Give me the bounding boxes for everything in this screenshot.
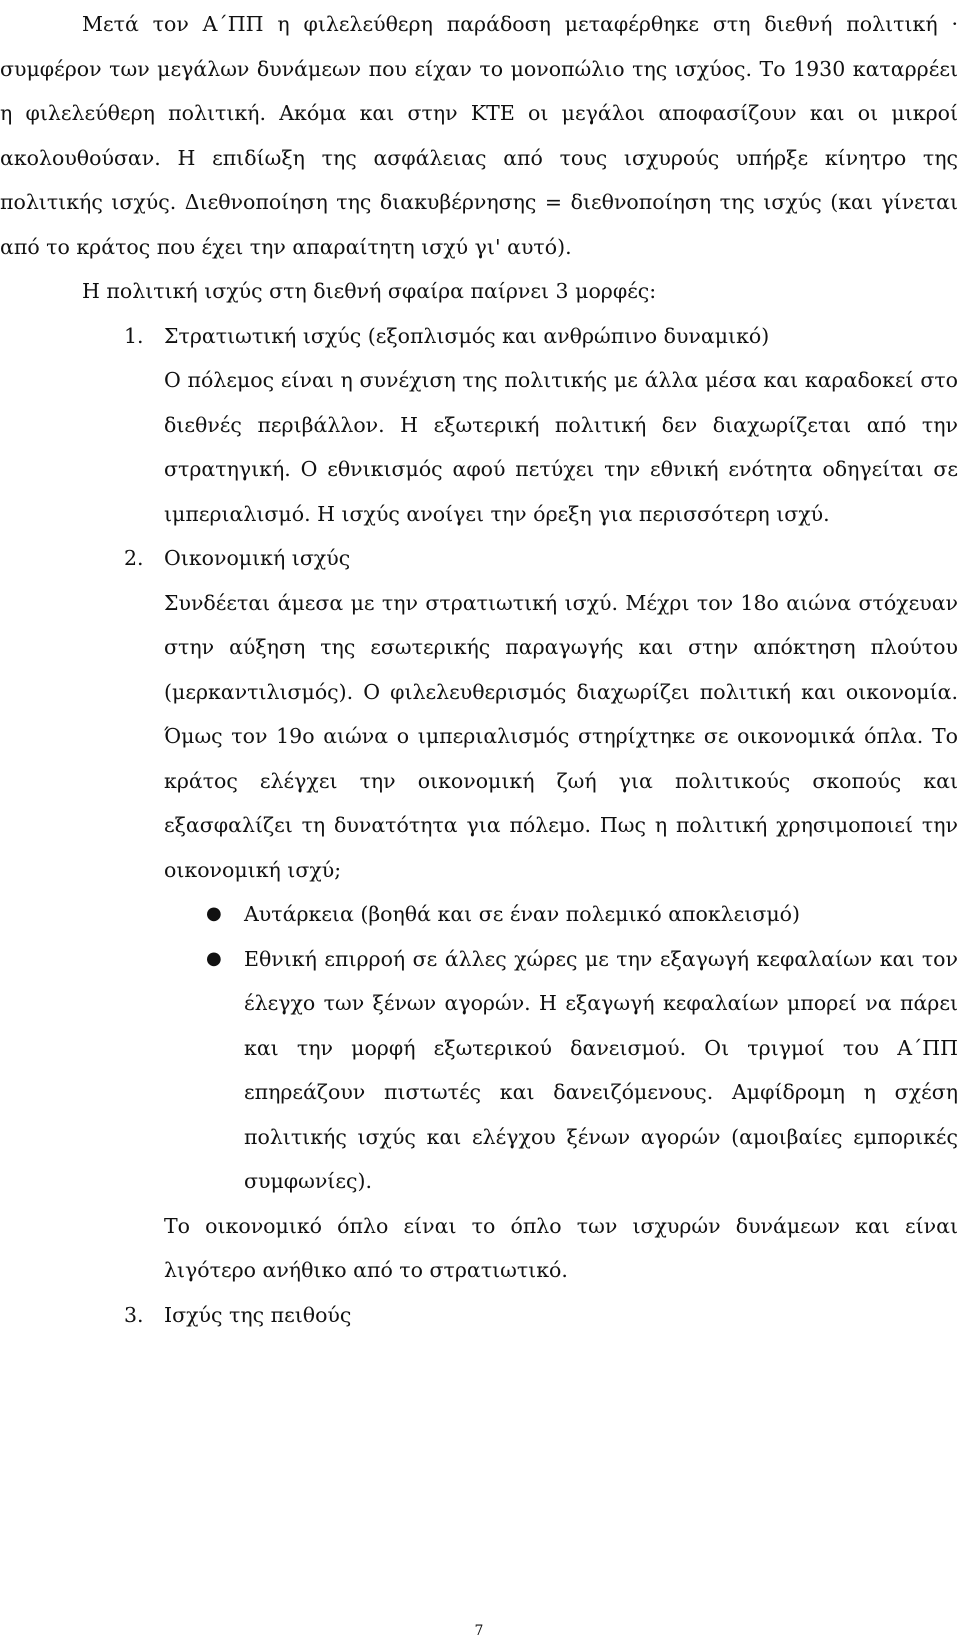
bullet-text: Αυτάρκεια (βοηθά και σε έναν πολεμικό αποκλεισμό) [244,902,800,926]
page-number: 7 [474,1623,484,1639]
closing-paragraph: Το οικονομικό όπλο είναι το όπλο των ισχυρών δυνάμεων και είναι λιγότερο ανήθικο από το στρατιωτικό. [164,1213,958,1282]
bullet-icon: ● [206,947,222,969]
page-content [0,2,958,1337]
item-title: Οικονομική ισχύς [164,546,351,570]
item-number: 1. [124,323,144,348]
list-item-persuasion-power [0,1293,958,1338]
list-item-military-power [0,314,958,537]
item-number: 3. [124,1302,144,1327]
item-body: Ο πόλεμος είναι η συνέχιση της πολιτικής με άλλα μέσα και καραδοκεί στο διεθνές περιβάλλον. Η εξωτερική πολιτική δεν διαχωρίζεται από την στρατηγική. Ο εθνικισμός αφού πετύχει την εθνική ενότητα οδηγείται σε ιμπεριαλισμό. Η ισχύς ανοίγει την όρεξη για περισσότερη ισχύ. [164,368,958,526]
forms-intro: Η πολιτική ισχύς στη διεθνή σφαίρα παίρνει 3 μορφές: [82,279,657,303]
intro-paragraph: Μετά τον Α΄ΠΠ η φιλελεύθερη παράδοση μεταφέρθηκε στη διεθνή πολιτική · συμφέρον των μεγάλων δυνάμεων που είχαν το μονοπώλιο της ισχύος. Το 1930 καταρρέει η φιλελεύθερη πολιτική. Ακόμα και στην ΚΤΕ οι μεγάλοι αποφασίζουν και οι μικροί ακολουθούσαν. Η επιδίωξη της ασφάλειας από τους ισχυρούς υπήρξε κίνητρο της πολιτικής ισχύς. Διεθνοποίηση της διακυβέρνησης = διεθνοποίηση της ισχύς (και γίνεται από το κράτος που έχει την απαραίτητη ισχύ γι' αυτό). [0,12,958,259]
item-title: Ισχύς της πειθούς [164,1302,352,1327]
bullet-item-autarky [0,892,958,937]
list-item-economic-power [0,536,958,892]
bullet-text: Εθνική επιρροή σε άλλες χώρες με την εξαγωγή κεφαλαίων και τον έλεγχο των ξένων αγορών. Η εξαγωγή κεφαλαίων μπορεί να πάρει και την μορφή εξωτερικού δανεισμού. Οι τριγμοί του Α΄ΠΠ επηρεάζουν πιστωτές και δανειζόμενους. Αμφίδρομη η σχέση πολιτικής ισχύς και ελέγχου ξένων αγορών (αμοιβαίες εμπορικές συμφωνίες). [244,946,958,1193]
item-number: 2. [124,546,144,570]
bullet-icon: ● [206,903,222,924]
item-body: Συνδέεται άμεσα με την στρατιωτική ισχύ. Μέχρι τον 18ο αιώνα στόχευαν στην αύξηση της εσωτερικής παραγωγής και στην απόκτηση πλούτου (μερκαντιλισμός). Ο φιλελευθερισμός διαχωρίζει πολιτική και οικονομία. Όμως τον 19ο αιώνα ο ιμπεριαλισμός στηρίχτηκε σε οικονομικά όπλα. Το κράτος ελέγχει την οικονομική ζωή για πολιτικούς σκοπούς και εξασφαλίζει τη δυνατότητα για πόλεμο. Πως η πολιτική χρησιμοποιεί την οικονομική ισχύ; [164,590,958,882]
item-title: Στρατιωτική ισχύς (εξοπλισμός και ανθρώπινο δυναμικό) [164,323,770,348]
bullet-item-national-influence [0,937,958,1204]
